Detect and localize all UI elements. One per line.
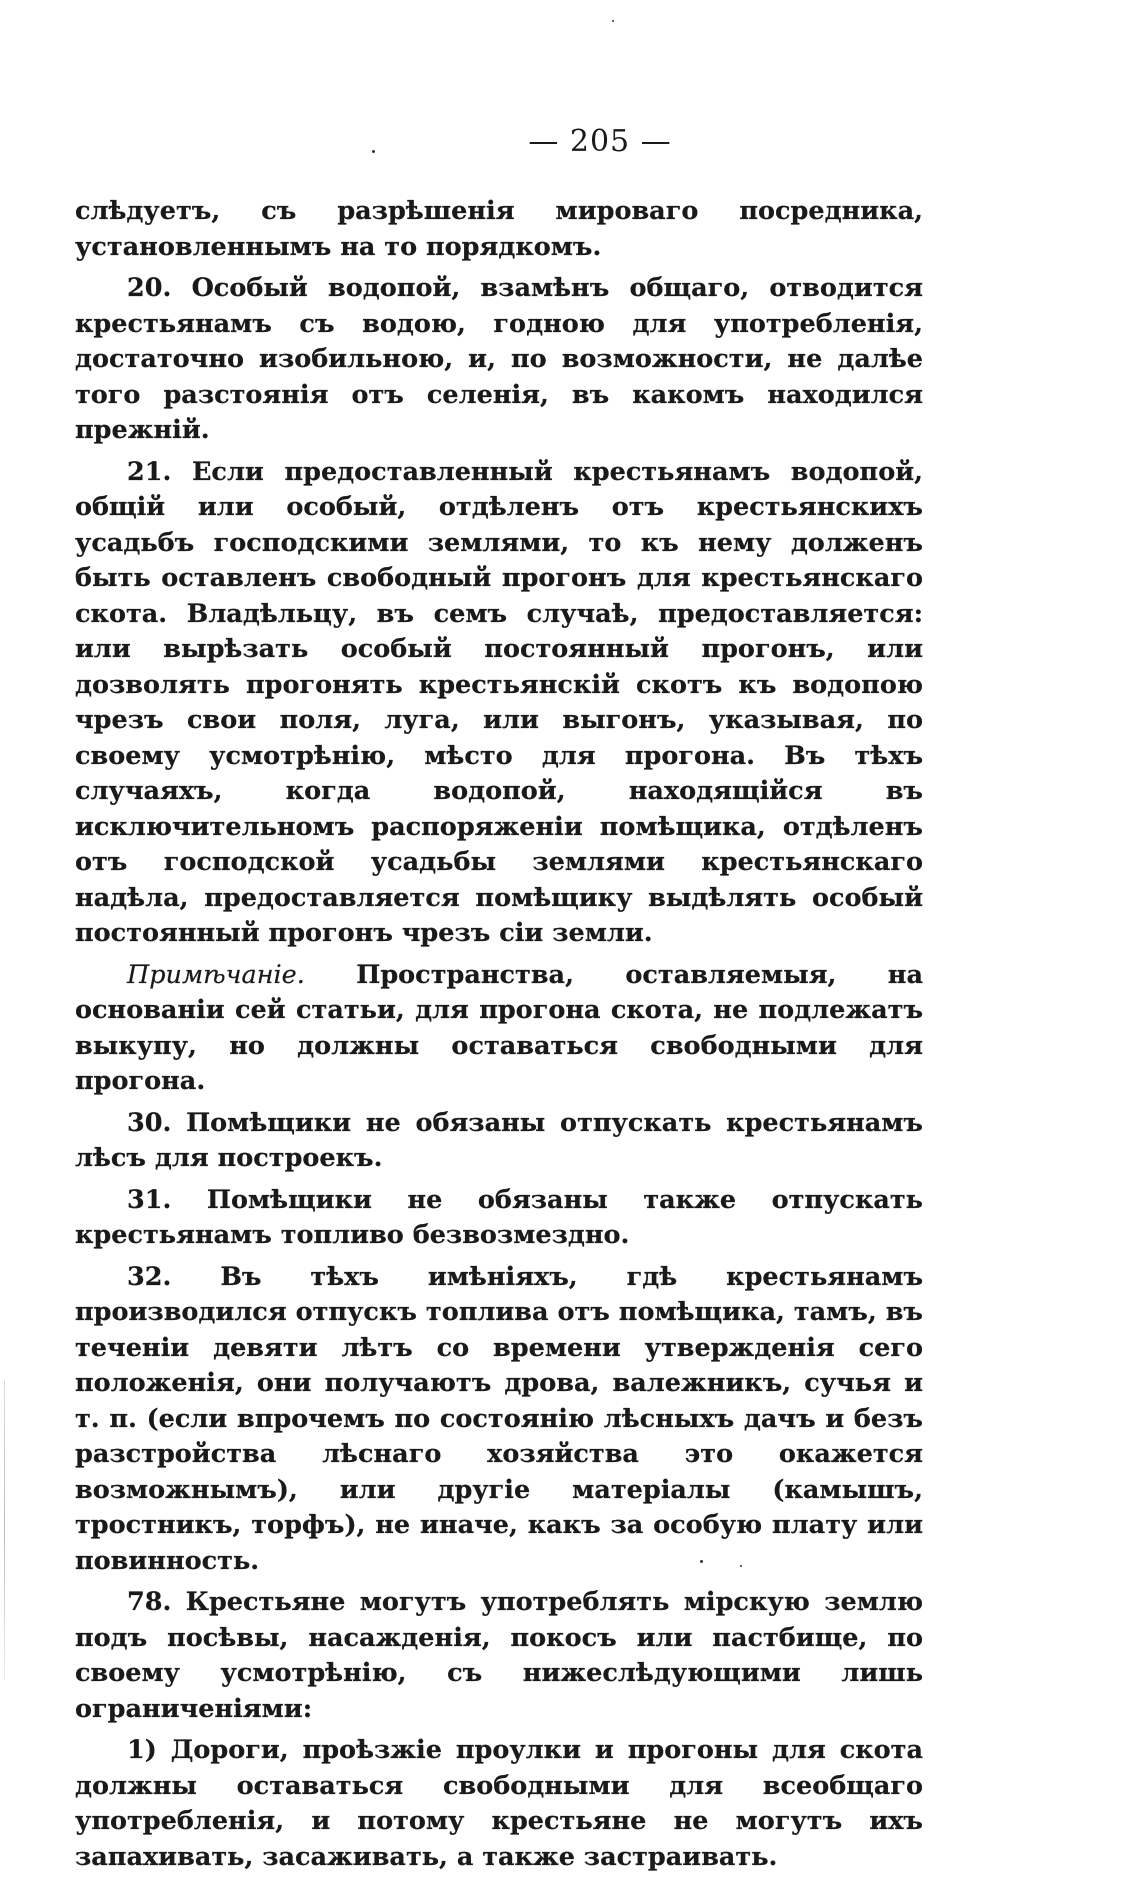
page-edge-shadow xyxy=(4,1380,5,1680)
paragraph-note xyxy=(75,958,923,1100)
paragraph-article-32: 32. Въ тѣхъ имѣніяхъ, гдѣ крестьянамъ производился отпускъ топлива отъ помѣщика, тамъ, въ теченіи девяти лѣтъ со времени утвержденія сего положенія, они получаютъ дрова, валежникъ, сучья и т. п. (если впрочемъ по состоянію лѣсныхъ дачъ и безъ разстройства лѣснаго хозяйства это окажется возможнымъ), или другіе матеріалы (камышъ, тростникъ, торфъ), не иначе, какъ за особую плату или повинность. xyxy=(75,1261,923,1576)
note-text: Пространства, оставляемыя, на основаніи сей статьи, для прогона скота, не подлежатъ выкупу, но должны оставаться свободными для прогона. xyxy=(75,959,923,1096)
note-label: Примѣчаніе. xyxy=(127,959,305,990)
page-number: — 205 — xyxy=(528,124,672,159)
paragraph-article-21: 21. Если предоставленный крестьянамъ водопой, общій или особый, отдѣленъ отъ крестьянскихъ усадьбъ господскими землями, то къ нему долженъ быть оставленъ свободный прогонъ для крестьянскаго скота. Владѣльцу, въ семъ случаѣ, предоставляется: или вырѣзать особый постоянный прогонъ, или дозволять прогонять крестьянскій скотъ къ водопою чрезъ свои поля, луга, или выгонъ, указывая, по своему усмотрѣнію, мѣсто для прогона. Въ тѣхъ случаяхъ, когда водопой, находящійся въ исключительномъ распоряженіи помѣщика, отдѣленъ отъ господской усадьбы землями крестьянскаго надѣла, предоставляется помѣщику выдѣлять особый постоянный прогонъ чрезъ сіи земли. xyxy=(75,456,923,948)
page-body xyxy=(75,194,923,1881)
paragraph-article-30: 30. Помѣщики не обязаны отпускать крестьянамъ лѣсъ для построекъ. xyxy=(75,1107,923,1173)
paragraph-article-20: 20. Особый водопой, взамѣнъ общаго, отводится крестьянамъ съ водою, годною для употребленія, достаточно изобильною, и, по возможности, не далѣе того разстоянія отъ селенія, въ какомъ находился прежній. xyxy=(75,273,923,445)
paragraph-article-78-item-1: 1) Дороги, проѣзжіе проулки и прогоны для скота должны оставаться свободными для всеобщаго употребленія, и потому крестьяне не могутъ ихъ запахивать, засаживать, а также застраивать. xyxy=(75,1735,923,1872)
paragraph-article-31: 31. Помѣщики не обязаны также отпускать крестьянамъ топливо безвозмездно. xyxy=(75,1184,923,1250)
paragraph-article-78: 78. Крестьяне могутъ употреблять мірскую землю подъ посѣвы, насажденія, покосъ или пастбище, по своему усмотрѣнію, съ нижеслѣдующими лишь ограниченіями: xyxy=(75,1587,923,1724)
ink-speck xyxy=(612,20,614,22)
paragraph-continuation: слѣдуетъ, съ разрѣшенія мироваго посредника, установленнымъ на то порядкомъ. xyxy=(75,196,923,262)
